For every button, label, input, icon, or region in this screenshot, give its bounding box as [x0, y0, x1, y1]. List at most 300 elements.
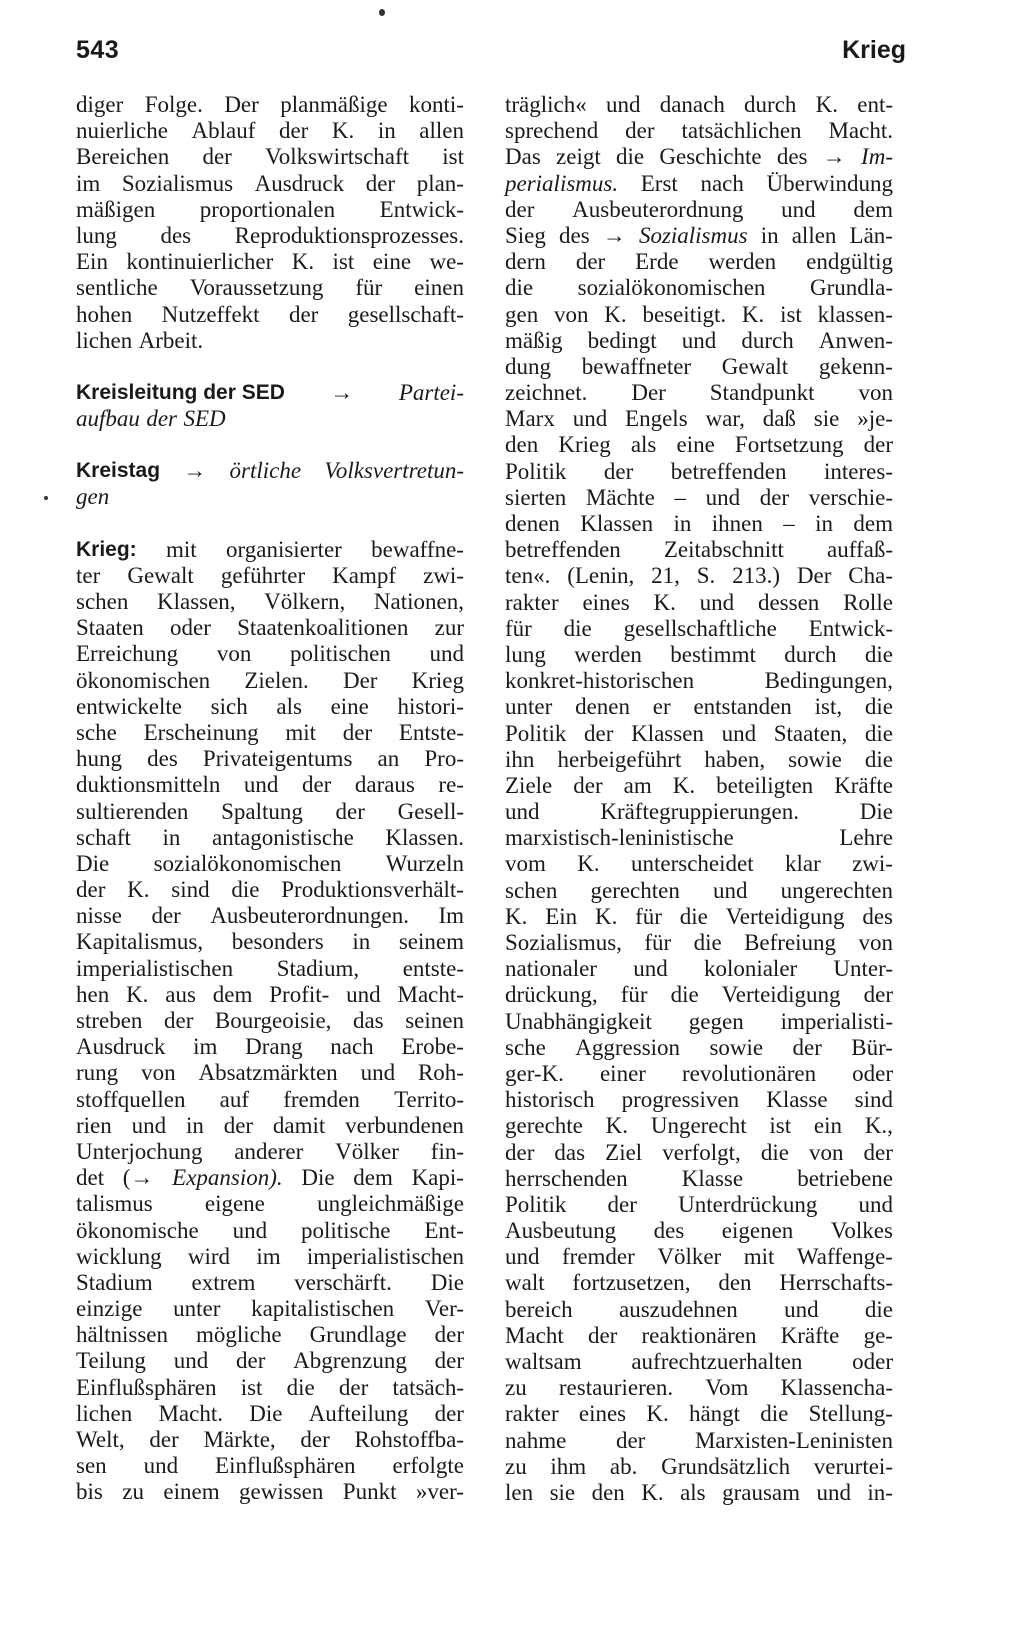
word: und [346, 981, 381, 1007]
word: Standpunkt [709, 380, 815, 406]
text-line [505, 721, 893, 747]
word: entstanden [693, 694, 792, 720]
word: und [781, 196, 816, 222]
word: betreffenden [670, 458, 787, 484]
word: Völker [335, 1138, 399, 1164]
word: klar [784, 851, 821, 877]
word: und [143, 1453, 179, 1479]
text-line [505, 747, 893, 773]
word: die [286, 1374, 315, 1400]
word: Entwick- [379, 196, 464, 222]
word: gerechten [590, 877, 680, 903]
cross-reference: Im- [861, 144, 893, 170]
word: betriebene [797, 1165, 893, 1191]
word: beteiligten [716, 772, 814, 798]
word: und [784, 1296, 819, 1322]
word: gen [505, 301, 539, 327]
word: K. [672, 772, 696, 798]
word: der [202, 144, 232, 170]
word: der [505, 1139, 535, 1165]
word: Überwindung [766, 170, 893, 196]
word: und [232, 1217, 268, 1243]
word: oder [169, 615, 211, 641]
word: K. [577, 851, 600, 877]
word: we- [429, 249, 464, 275]
word: politischen [289, 641, 391, 667]
word: stoffquellen [76, 1086, 186, 1112]
word: ökonomischen [76, 667, 211, 693]
text-line [76, 641, 464, 667]
running-head: Krieg [842, 36, 906, 64]
word: (Lenin, [567, 563, 635, 589]
text-line [505, 1401, 893, 1427]
word: Reproduktionsprozesses. [234, 222, 464, 248]
word: der [575, 249, 606, 275]
word: lung [505, 641, 546, 667]
word: schaft [76, 824, 131, 850]
text-line [505, 1323, 893, 1349]
word: K. [594, 903, 618, 929]
text-line [505, 275, 893, 301]
word: von [554, 301, 589, 327]
word: denen [505, 511, 560, 536]
word: Nationen, [373, 589, 464, 614]
entry-headword: Krieg: [76, 537, 137, 561]
word: imperialisti- [780, 1008, 893, 1034]
text-line [76, 694, 464, 720]
word: und [721, 720, 757, 746]
word: lichen [76, 327, 133, 353]
word: das [554, 1139, 586, 1165]
text-line [505, 878, 893, 904]
word: kolonialer [703, 956, 798, 982]
word: der [342, 719, 373, 745]
word: Aufteilung [308, 1400, 409, 1426]
word: entste- [402, 955, 464, 981]
entry-headword: Kreistag [76, 459, 161, 483]
word: einer [599, 1060, 646, 1086]
word: Macht. [828, 118, 893, 144]
word: des [862, 903, 893, 929]
word: Zielen. [244, 667, 309, 693]
cross-reference: gen [76, 484, 110, 510]
text-line [505, 590, 893, 616]
word: und [605, 92, 641, 117]
word: erfolgte [392, 1453, 464, 1479]
word: rakter [505, 1401, 559, 1427]
word: sozialökonomischen [577, 275, 766, 301]
word: Volkes [830, 1218, 893, 1244]
word: Einflußsphären [215, 1453, 356, 1479]
word: Sieg [505, 222, 546, 248]
word: Bedingungen, [764, 668, 893, 694]
text-line [76, 328, 464, 354]
word: die [864, 720, 893, 746]
word: eine [372, 249, 412, 275]
word: Ein [545, 903, 578, 929]
text-line [76, 1348, 464, 1374]
word: Völker [657, 1244, 722, 1270]
word: Kampf [332, 562, 397, 588]
text-line [505, 1009, 893, 1035]
word: hen [76, 981, 110, 1007]
word: für [644, 930, 672, 955]
word: sie [549, 1479, 576, 1505]
word: Abgrenzung [293, 1348, 407, 1374]
word: Nutzeffekt [161, 301, 260, 327]
word: Gewalt [127, 562, 194, 588]
word: der [76, 877, 106, 903]
word: gewissen [239, 1479, 324, 1505]
word: interes- [824, 458, 893, 484]
word: zu [505, 1453, 527, 1479]
word: der [434, 1322, 464, 1348]
word: beseitigt. [642, 301, 727, 327]
word: werden [708, 249, 777, 275]
word: auf [219, 1086, 250, 1112]
word: Ein [76, 249, 108, 275]
word: ungerechten [780, 877, 893, 903]
word: im [76, 170, 101, 196]
word: sierten [505, 484, 567, 510]
word: Engels [625, 406, 688, 432]
word: der [278, 118, 309, 144]
text-line [76, 92, 464, 118]
word: und [681, 327, 717, 353]
text-line [505, 694, 893, 720]
text-line [76, 197, 464, 223]
word: verschärft. [294, 1269, 392, 1295]
word: unterscheidet [630, 851, 754, 877]
word: Klassen [631, 720, 704, 746]
text-line [505, 144, 893, 170]
word: bis [76, 1479, 103, 1505]
word: ter [76, 562, 101, 588]
word: als [680, 1479, 706, 1505]
word: dem [853, 196, 893, 222]
word: → [183, 458, 207, 484]
word: Entwick- [808, 615, 893, 641]
word: seinem [398, 929, 464, 955]
word: dung [505, 353, 551, 379]
word: und [173, 1348, 209, 1374]
word: Arbeit. [138, 327, 204, 353]
word: der [300, 1427, 330, 1452]
word: der [151, 903, 181, 929]
word: des [653, 1218, 685, 1244]
word: Unterdrückung [678, 1191, 818, 1217]
word: eigene [204, 1191, 265, 1217]
word: ist [240, 1374, 263, 1400]
text-line [505, 459, 893, 485]
cross-reference: aufbau [76, 406, 140, 432]
text-line [505, 851, 893, 877]
text-line [76, 1479, 464, 1505]
word: plan- [416, 170, 464, 196]
word: Klassen [580, 511, 654, 536]
word: Die [430, 1269, 464, 1295]
text-line [76, 1087, 464, 1113]
text-line [505, 1349, 893, 1375]
paragraph-gap [76, 432, 464, 458]
word: hängt [688, 1401, 741, 1427]
word: und [705, 484, 741, 510]
word: walt [505, 1270, 545, 1296]
word: zeichnet. [505, 380, 588, 406]
word: vom [505, 851, 546, 877]
word: wicklung [76, 1243, 162, 1269]
text-line [76, 223, 464, 249]
text-line [76, 380, 464, 406]
word: Die [859, 799, 893, 825]
word: imperialistischen [306, 1243, 464, 1269]
word: Erreichung [76, 641, 179, 667]
word: Verteidigung [725, 903, 845, 929]
word: ger-K. [505, 1060, 564, 1086]
text-line [76, 1113, 464, 1139]
word: konti- [409, 92, 464, 117]
word: antagonistische [212, 824, 354, 850]
word: Erst [640, 170, 678, 196]
word: im [193, 1034, 218, 1060]
word: Rohstoffba- [354, 1427, 464, 1452]
word: 21, [651, 563, 680, 589]
word: Staaten, [773, 720, 848, 746]
cross-reference: Expansion). [172, 1165, 283, 1191]
word: des [559, 222, 590, 248]
word: Die [76, 850, 110, 876]
word: rung [76, 1060, 119, 1086]
word: politische [301, 1217, 391, 1243]
word: Geschichte [659, 144, 762, 170]
word: in [377, 118, 396, 144]
word: sie [813, 406, 840, 432]
word: Erobe- [401, 1034, 464, 1060]
text-line [76, 563, 464, 589]
cross-reference: der [146, 406, 177, 432]
word: verfolgt, [662, 1139, 741, 1165]
word: tatsächlichen [681, 118, 802, 144]
word: geführter [220, 562, 306, 588]
word: ist [442, 144, 464, 170]
word: → [822, 144, 846, 170]
word: → [602, 222, 626, 248]
word: Macht. [158, 1400, 223, 1426]
page-number: 543 [76, 36, 120, 64]
text-line [505, 1192, 893, 1218]
text-line [505, 197, 893, 223]
word: des [160, 222, 192, 248]
word: Anwen- [818, 327, 893, 353]
word: Ablauf [191, 118, 256, 144]
text-line [505, 1270, 893, 1296]
word: in [352, 929, 371, 955]
word: Cha- [848, 563, 893, 589]
word: durch [784, 641, 837, 667]
word: der [584, 720, 614, 746]
word: klassen- [817, 301, 893, 327]
word: imperialistischen [76, 955, 234, 981]
text-line [76, 1401, 464, 1427]
word: der [863, 982, 893, 1008]
text-line [76, 458, 464, 484]
word: oder [852, 1349, 893, 1374]
text-line [505, 354, 893, 380]
text-line [505, 380, 893, 406]
word: planmäßige [280, 92, 388, 117]
word: daraus [354, 772, 415, 798]
word: K. [127, 877, 150, 903]
word: der [625, 118, 655, 144]
text-line [76, 1427, 464, 1453]
word: zwi- [423, 562, 464, 588]
word: extrem [191, 1269, 256, 1295]
word: Bür- [851, 1034, 893, 1060]
word: allen [419, 118, 464, 144]
word: Mächte [585, 484, 655, 510]
word: das [352, 1008, 384, 1033]
word: – [674, 484, 686, 510]
word: streben [76, 1008, 143, 1033]
word: K. [815, 92, 839, 117]
word: am [623, 772, 652, 798]
text-line [505, 1297, 893, 1323]
word: Sozialismus [121, 170, 234, 196]
word: fremder [562, 1244, 635, 1270]
word: Vom [705, 1375, 749, 1401]
cross-reference: Sozialismus [638, 222, 748, 248]
word: nisse [76, 903, 122, 929]
word: grausam [722, 1479, 801, 1505]
word: zwi- [852, 851, 893, 877]
text-line [76, 746, 464, 772]
word: und [858, 1191, 893, 1217]
text-line [76, 1008, 464, 1034]
right-column [505, 92, 893, 1506]
word: auffaß- [827, 537, 893, 563]
word: Ausbeuterordnungen. [210, 903, 409, 929]
word: denen [575, 694, 630, 720]
word: Sozialismus, [505, 930, 622, 955]
word: nahme [505, 1427, 567, 1453]
word: ent- [857, 92, 893, 117]
word: fin- [430, 1138, 464, 1164]
word: betreffenden [505, 537, 621, 563]
scan-speck [44, 496, 48, 500]
word: Im [438, 903, 464, 929]
word: Rolle [843, 589, 893, 615]
word: ihnen [711, 511, 763, 536]
word: nach [700, 170, 744, 196]
word: sche [505, 1034, 546, 1060]
word: kapitalistischen [251, 1296, 395, 1322]
word: die [616, 144, 645, 170]
word: Län- [849, 222, 893, 248]
text-line [76, 406, 464, 432]
word: von [809, 1139, 844, 1165]
word: Klassencha- [780, 1375, 893, 1401]
word: mit [166, 536, 197, 562]
text-line [76, 1139, 464, 1165]
word: als [630, 432, 657, 458]
word: die [864, 746, 893, 772]
word: konkret-historischen [505, 668, 695, 694]
word: der [163, 1008, 194, 1033]
word: sprechend [505, 118, 599, 144]
word: von [216, 641, 252, 667]
text-line [76, 1060, 464, 1086]
text-line [76, 799, 464, 825]
text-line [76, 1244, 464, 1270]
text-line [76, 171, 464, 197]
word: Pro- [424, 746, 464, 772]
text-line [76, 1296, 464, 1322]
text-line [76, 956, 464, 982]
word: von [141, 1060, 176, 1086]
text-line [505, 1218, 893, 1244]
word: haben, [704, 746, 766, 772]
text-line [505, 1244, 893, 1270]
cross-reference: perialismus. [505, 170, 619, 196]
word: Territo- [394, 1086, 464, 1112]
word: sentliche [76, 275, 158, 301]
word: diger [76, 92, 124, 117]
word: Bourgeoisie, [214, 1008, 332, 1033]
word: die [864, 694, 893, 720]
cross-reference: örtliche [229, 458, 302, 484]
word: anderer [234, 1138, 304, 1164]
word: Grundla- [809, 275, 893, 301]
text-line [505, 485, 893, 511]
word: wird [187, 1243, 231, 1269]
word: des [776, 144, 808, 170]
word: Klassen, [156, 589, 236, 614]
word: Krieg [558, 432, 611, 458]
word: sowie [709, 1034, 764, 1060]
word: Unabhängigkeit [505, 1008, 652, 1034]
word: und [243, 772, 279, 798]
word: Drang [245, 1034, 303, 1060]
word: bewaffneter [581, 353, 692, 379]
word: danach [659, 92, 725, 117]
word: der [365, 170, 396, 196]
word: mit [743, 1244, 775, 1270]
word: lichen [76, 1400, 133, 1426]
word: reaktionären [641, 1322, 757, 1348]
word: Herrschafts- [779, 1270, 893, 1296]
word: Ent- [424, 1217, 464, 1243]
word: Das [505, 144, 541, 170]
word: K. [653, 589, 676, 615]
word: ein [813, 1113, 843, 1139]
word: hältnissen [76, 1322, 168, 1348]
text-line [76, 249, 464, 275]
text-line [76, 484, 464, 510]
word: einzige [76, 1296, 143, 1322]
word: – [783, 511, 795, 536]
word: »ver- [415, 1479, 464, 1505]
word: daß [762, 406, 796, 432]
word: ab. [609, 1453, 638, 1479]
word: Grundsätzlich [661, 1453, 791, 1479]
word: revolutionären [681, 1060, 817, 1086]
word: Der [631, 380, 666, 406]
word: auszudehnen [618, 1296, 738, 1322]
text-line [76, 615, 464, 641]
word: träglich« [505, 92, 587, 117]
word: ten«. [505, 563, 551, 589]
word: Welt, [76, 1427, 125, 1452]
